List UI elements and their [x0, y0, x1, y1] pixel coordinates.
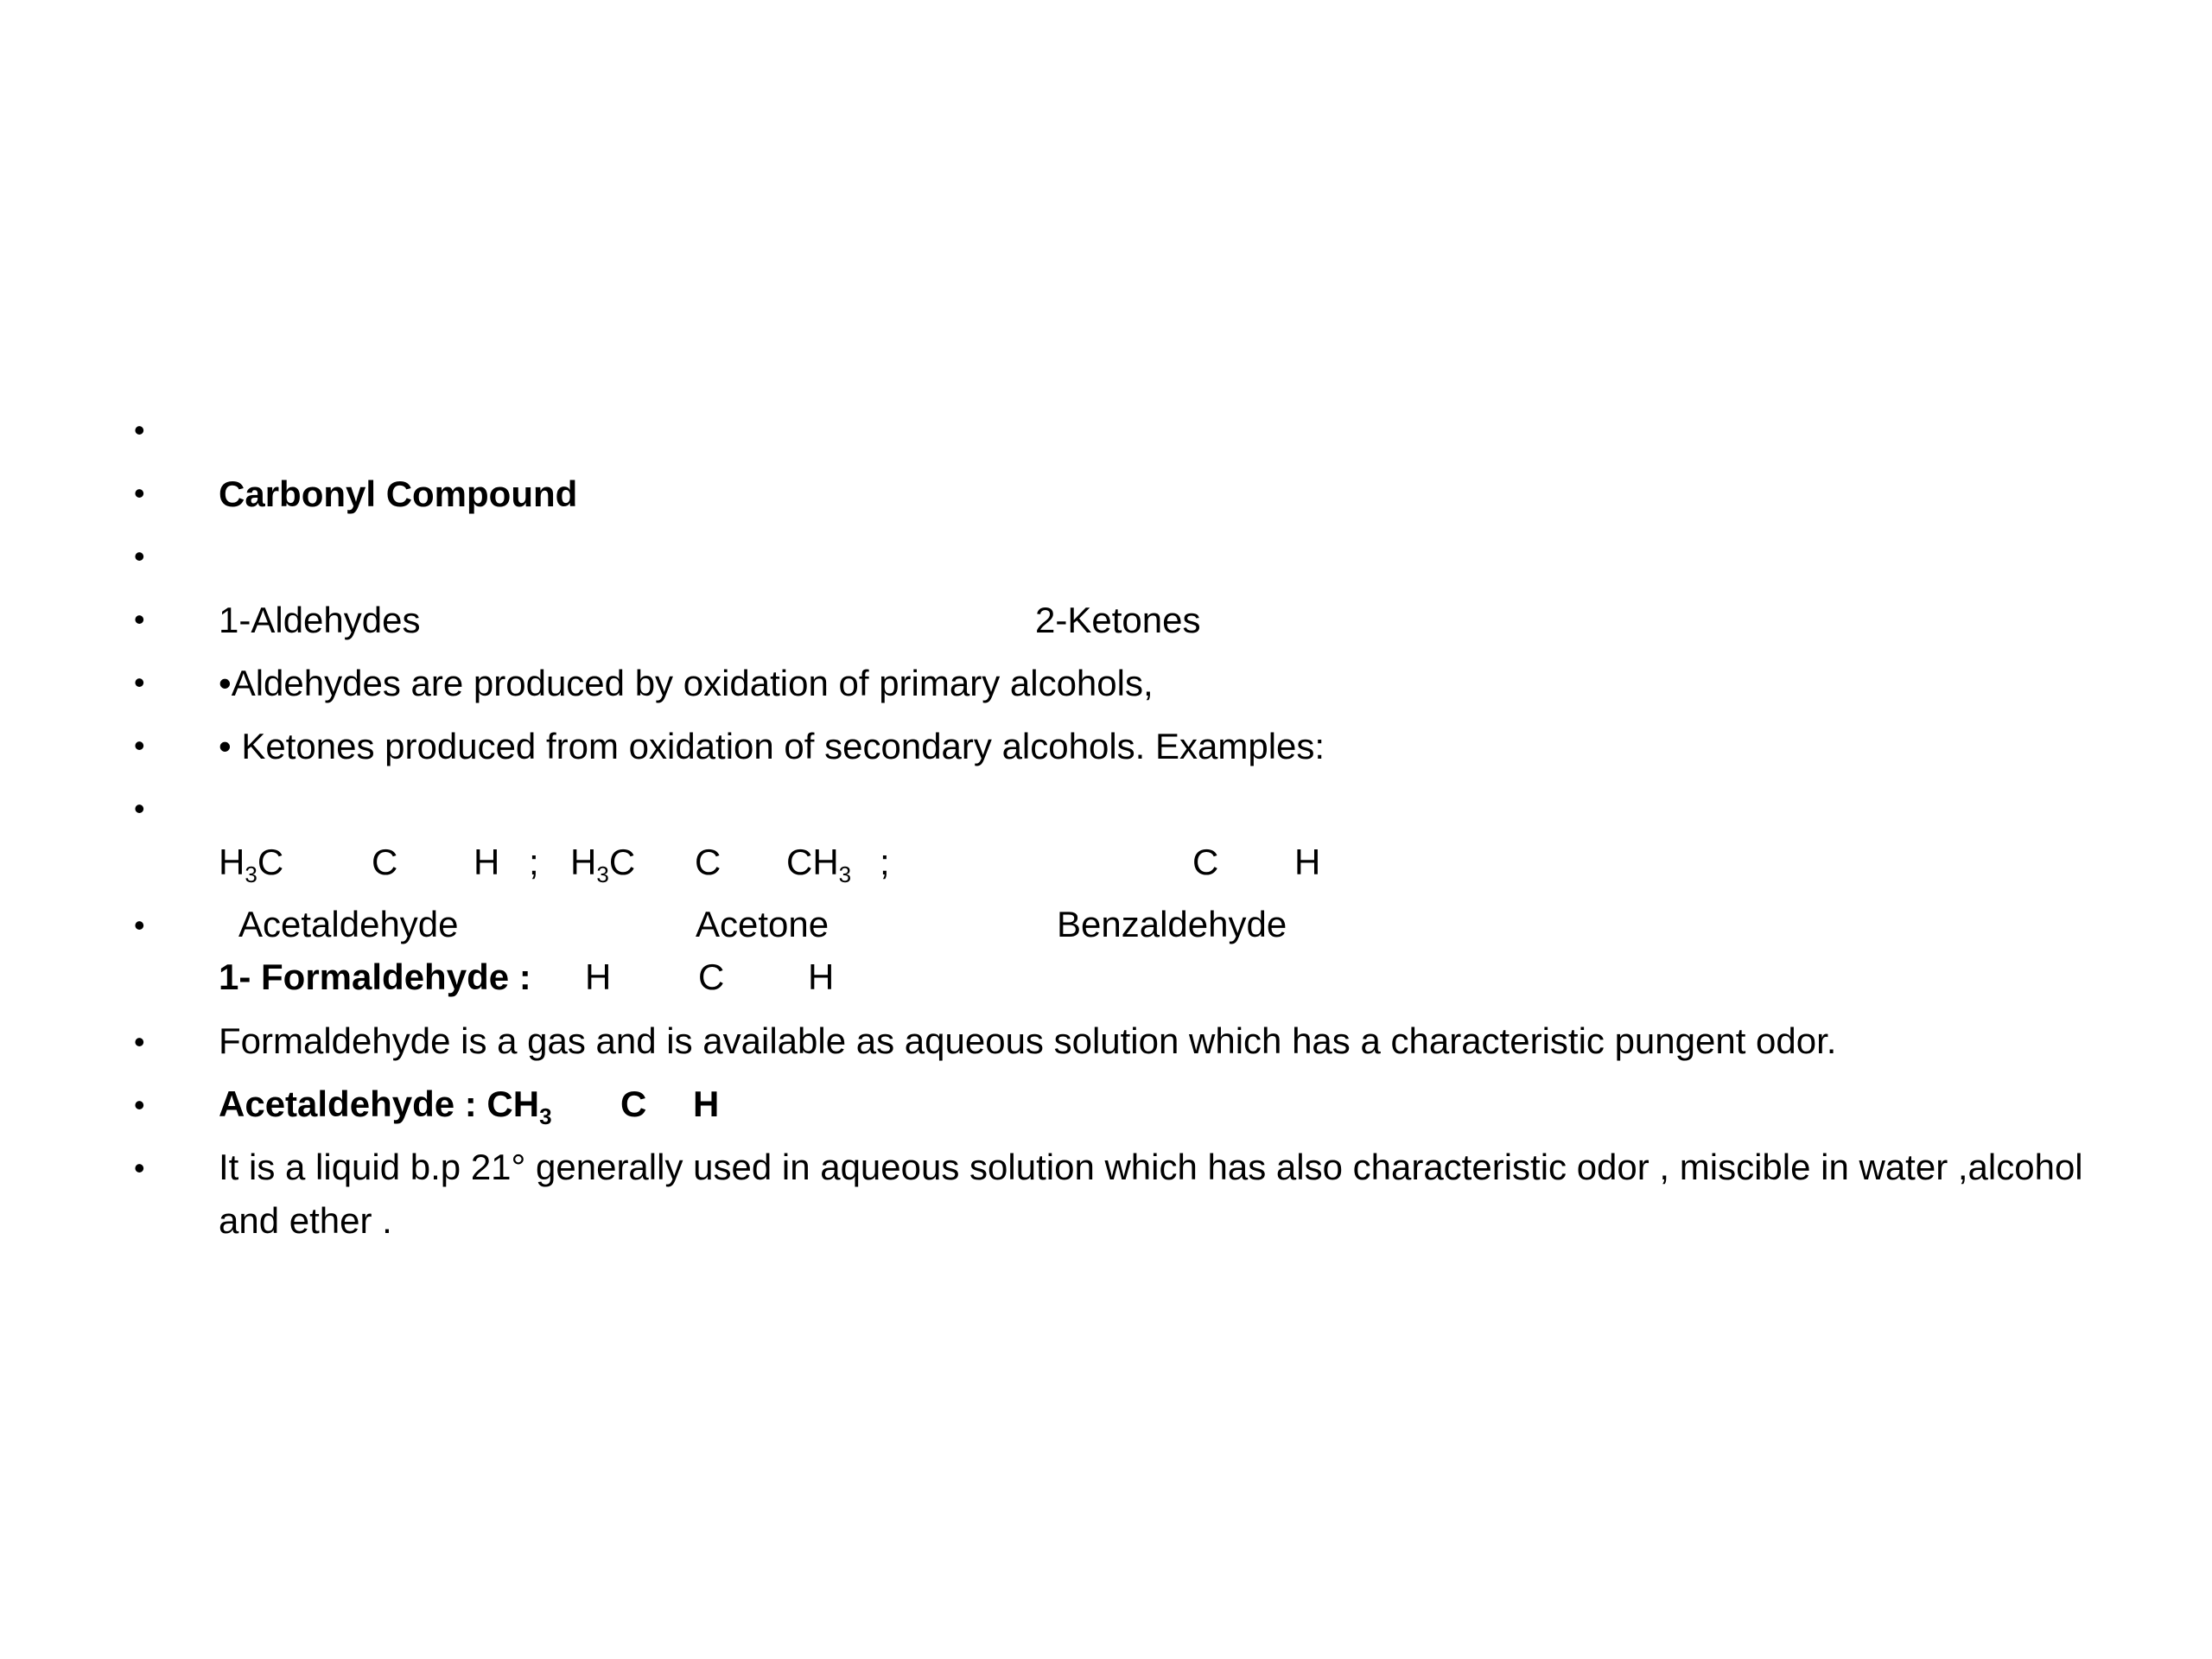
- acetaldehyde-c: C: [620, 1084, 647, 1124]
- formaldehyde-h-right: H: [808, 957, 835, 997]
- formula-acetone: $H_3C$: [570, 842, 636, 888]
- slide-title: Carbonyl Compound: [219, 474, 578, 514]
- formula-acetaldehyde: $H_3C$: [219, 842, 284, 888]
- formula-separator-2: ;: [880, 842, 890, 882]
- acetaldehyde-label: Acetaldehyde : $CH_3$: [219, 1084, 552, 1130]
- acetaldehyde-h: H: [693, 1084, 720, 1124]
- bullet-9: •: [134, 1024, 145, 1059]
- bullet-1: •: [134, 412, 145, 448]
- aldehydes-label: 1-Aldehydes: [219, 600, 421, 640]
- formula-acetaldehyde-h: H: [474, 842, 500, 882]
- acetaldehyde-description: It is a liquid b.p 21° generally used in aqueous solution which has also characteristic odor , miscible in water ,alcohol and ether .: [219, 1147, 2083, 1241]
- formaldehyde-label: 1- Formaldehyde :: [219, 957, 531, 997]
- formula-acetone-c: C: [695, 842, 721, 882]
- bullet-5: •: [134, 664, 145, 700]
- formula-acetone-ch3: $CH_3$: [786, 842, 852, 888]
- ketones-label: 2-Ketones: [1035, 600, 1201, 640]
- bullet-4: •: [134, 601, 145, 637]
- bullet-8: •: [134, 907, 145, 943]
- formaldehyde-h-left: H: [585, 957, 612, 997]
- name-acetaldehyde: Acetaldehyde: [238, 904, 459, 944]
- bullet-11: •: [134, 1150, 145, 1185]
- formula-benzaldehyde-h: H: [1294, 842, 1321, 882]
- bullet-7: •: [134, 791, 145, 826]
- bullet-6: •: [134, 728, 145, 763]
- aldehydes-text: •Aldehydes are produced by oxidation of primary alcohols,: [219, 663, 1154, 703]
- formaldehyde-c: C: [698, 957, 725, 997]
- bullet-3: •: [134, 538, 145, 574]
- formula-separator-1: ;: [529, 842, 539, 882]
- formula-acetaldehyde-c: C: [372, 842, 398, 882]
- ketones-text: • Ketones produced from oxidation of secondary alcohols. Examples:: [219, 726, 1325, 766]
- name-benzaldehyde: Benzaldehyde: [1057, 904, 1287, 944]
- bullet-2: •: [134, 475, 145, 511]
- name-acetone: Acetone: [696, 904, 830, 944]
- formula-benzaldehyde-c: C: [1192, 842, 1219, 882]
- bullet-10: •: [134, 1087, 145, 1122]
- formaldehyde-description: Formaldehyde is a gas and is available as aqueous solution which has a characteristic pungent odor.: [219, 1020, 1837, 1061]
